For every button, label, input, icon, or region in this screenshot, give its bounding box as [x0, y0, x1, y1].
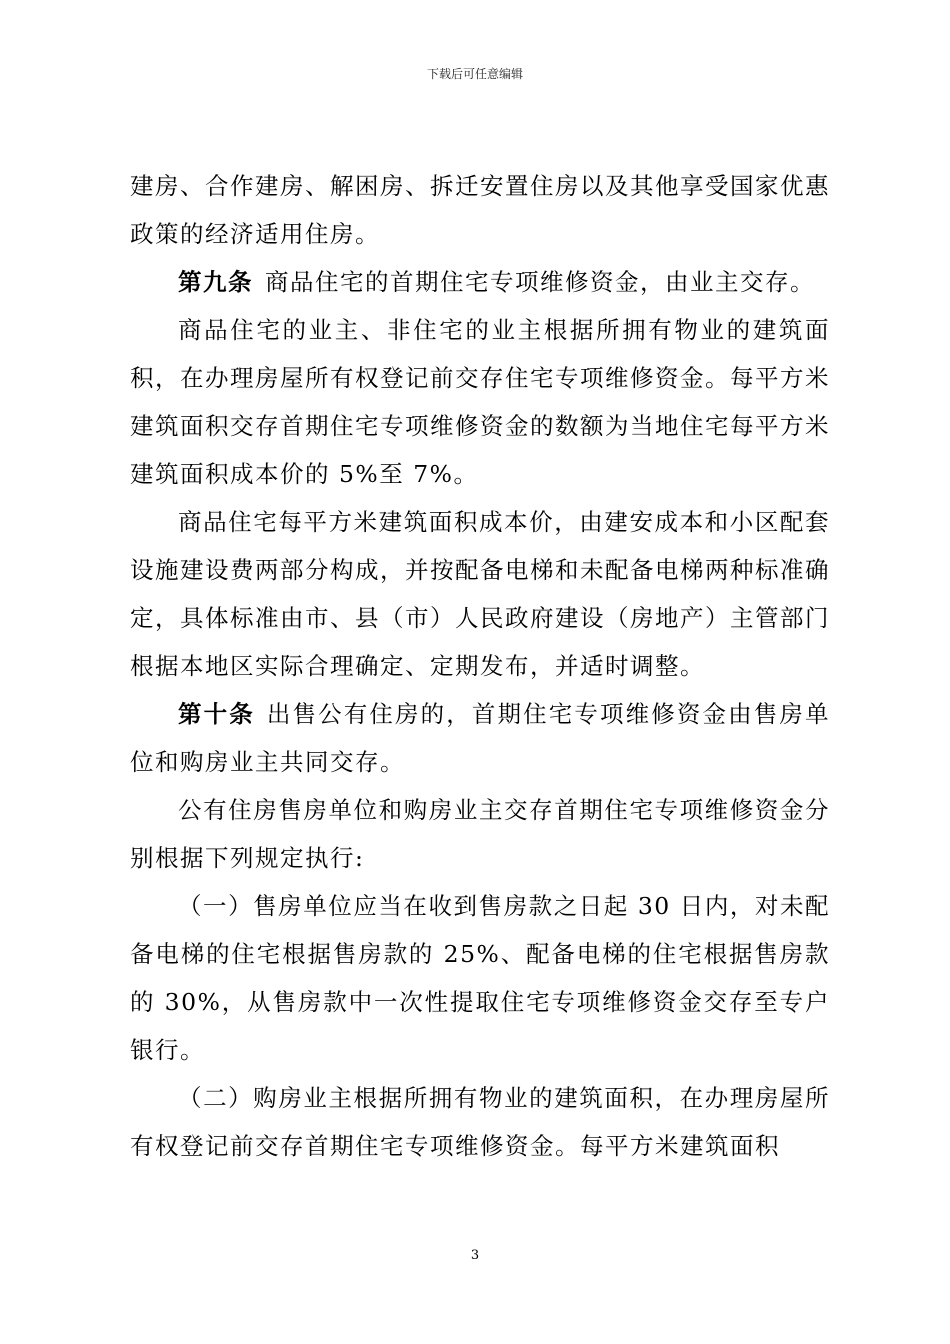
paragraph-item-2: （二）购房业主根据所拥有物业的建筑面积，在办理房屋所有权登记前交存首期住宅专项维修资金。每平方米建筑面积	[130, 1084, 830, 1160]
paragraph-public-housing: 公有住房售房单位和购房业主交存首期住宅专项维修资金分别根据下列规定执行:	[130, 796, 830, 872]
paragraph-continuation: 建房、合作建房、解困房、拆迁安置住房以及其他享受国家优惠政策的经济适用住房。	[130, 172, 830, 248]
document-body	[130, 162, 830, 1170]
paragraph-cost-price: 商品住宅每平方米建筑面积成本价，由建安成本和小区配套设施建设费两部分构成，并按配备电梯和未配备电梯两种标准确定，具体标准由市、县（市）人民政府建设（房地产）主管部门根据本地区实际合理确定、定期发布，并适时调整。	[130, 508, 830, 680]
article-number: 第十条	[178, 700, 255, 728]
paragraph-commercial-owners: 商品住宅的业主、非住宅的业主根据所拥有物业的建筑面积，在办理房屋所有权登记前交存住宅专项维修资金。每平方米建筑面积交存首期住宅专项维修资金的数额为当地住宅每平方米建筑面积成本价的 5%至 7%。	[130, 316, 830, 488]
paragraph-article-10	[130, 690, 830, 786]
article-text: 出售公有住房的，首期住宅专项维修资金由售房单位和购房业主共同交存。	[130, 700, 830, 776]
page-number: 3	[470, 1248, 480, 1263]
page-header: 下载后可任意编辑	[426, 67, 523, 81]
paragraph-item-1: （一）售房单位应当在收到售房款之日起 30 日内，对未配备电梯的住宅根据售房款的 25%、配备电梯的住宅根据售房款的 30%，从售房款中一次性提取住宅专项维修资金交存至专户银行。	[130, 892, 830, 1064]
paragraph-article-9	[130, 258, 830, 306]
article-number: 第九条	[178, 268, 253, 296]
article-text: 商品住宅的首期住宅专项维修资金，由业主交存。	[265, 268, 815, 296]
